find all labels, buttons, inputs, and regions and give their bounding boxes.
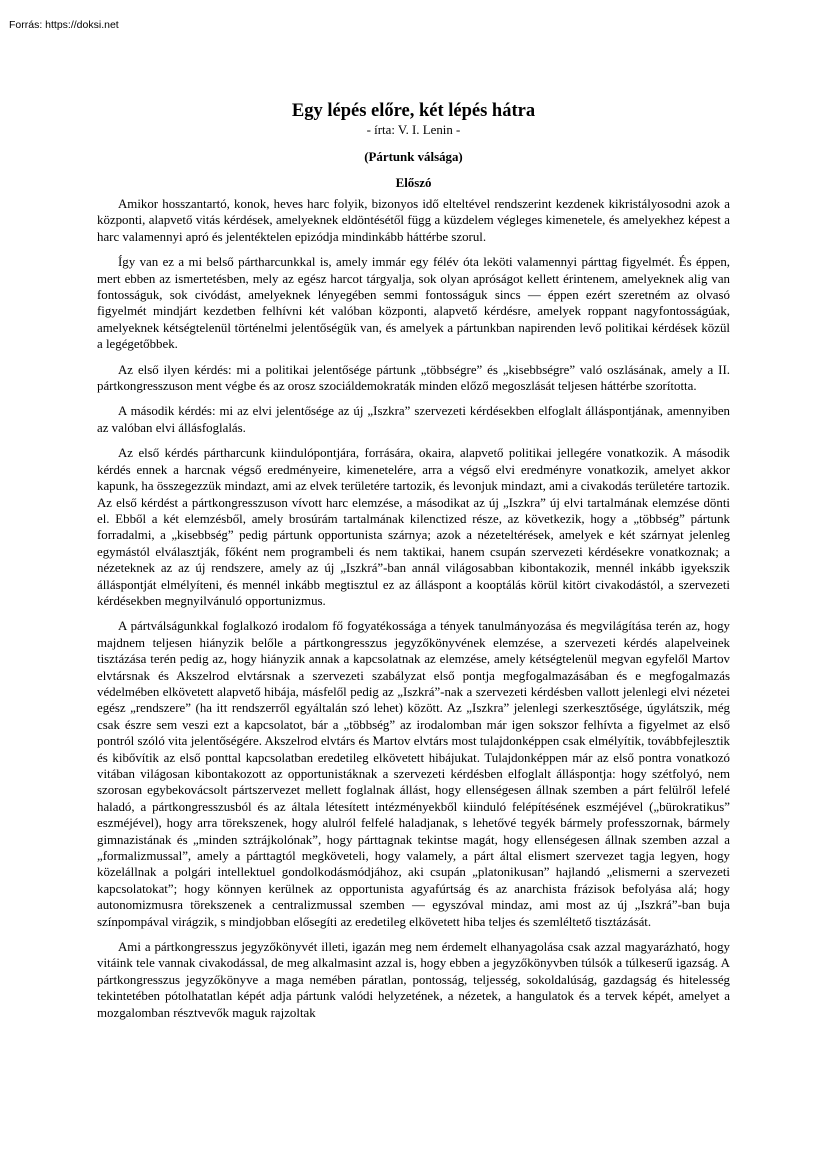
paragraph: A második kérdés: mi az elvi jelentősége az új „Iszkra” szervezeti kérdésekben elfoglalt álláspontjának, amennyiben az valóban elvi állásfoglalás. — [97, 404, 730, 435]
paragraph: Ami a pártkongresszus jegyzőkönyvét illeti, igazán meg nem érdemelt elhanyagolása csak azzal magyarázható, hogy vitáink tele vannak civakodással, de meg alkalmasint azzal is, hogy ebben a jegyzőkönyvben túlsók a túlkeserű igazság. A pártkongresszus jegyzőkönyve a maga nemében páratlan, pontosság, teljesség, sokoldalúság, gazdagság és hitelesség tekintetében pótolhatatlan képét adja pártunk valódi helyzetének, a nézetek, a hangulatok és a tervek képét, amelyet a mozgalomban résztvevők maguk rajzoltak — [97, 940, 730, 1020]
document-subtitle: (Pártunk válsága) — [364, 150, 463, 164]
document-body — [97, 100, 730, 1030]
document-author: - írta: V. I. Lenin - — [366, 123, 461, 137]
source-label: Forrás: https://doksi.net — [9, 19, 119, 31]
paragraph: Az első ilyen kérdés: mi a politikai jelentősége pártunk „többségre” és „kisebbségre” való oszlásának, amely a II. pártkongresszuson ment végbe és az orosz szociáldemokraták minden előző megoszlását teljesen háttérbe szorította. — [97, 362, 730, 394]
document-title: Egy lépés előre, két lépés hátra — [291, 101, 536, 121]
paragraph: A pártválságunkkal foglalkozó irodalom fő fogyatékossága a tények tanulmányozása és megvilágítása terén az, hogy majdnem teljesen hiányzik belőle a pártkongresszus jegyzőkönyvének elemzése, a szervezeti kérdés alapelveinek tisztázása terén pedig az, hogy hiányzik annak a kapcsolatnak az elemzése, amely kétségtelenül megvan egyfelől Martov elvtársnak és Akszelrod elvtársnak a szervezeti szabályzat első pontja megfogalmazásában és e megfogalmazás védelmében elkövetett alapvető hibája, másfelől pedig az „Iszkrá”-nak a szervezeti kérdésben vallott jelenlegi elvi nézetei egész „rendszere” (ha itt rendszerről egyáltalán szó lehet) között. Az „Iszkra” jelenlegi szerkesztősége, úgylátszik, még csak észre sem veszi ezt a kapcsolatot, bár a „többség” az irodalomban már igen sokszor felhívta a figyelmet az első pontról szóló vita jelentőségére. Akszelrod elvtárs és Martov elvtárs most tulajdonképpen csak elmélyítik, továbbfejlesztik és kibővítik az első ponttal kapcsolatban eredetileg elkövetett hibájukat. Tulajdonképpen már az első pontra vonatkozó vitában világosan kibontakozott az opportunistáknak a szervezeti kérdésben elfoglalt álláspontja: hogy szétfolyó, nem szorosan egybekovácsolt pártszervezet mellett foglalnak állást, hogy ellenségesen állnak szemben a párt felülről lefelé haladó, a pártkongresszusból és az általa létesített intézményekből kiinduló felépítésének eszméjével („bürokratikus” eszméjével), hogy arra törekszenek, hogy alulról felfelé haladjanak, s lehetővé tegyék bármely professzornak, bármely gimnazistának és „minden sztrájkolónak”, hogy párttagnak tekintse magát, hogy ellenségesen állnak szemben azzal a „formalizmussal”, amely a párttagtól megköveteli, hogy valamely, a párt által elismert szervezet tagja legyen, hogy közelállnak a polgári intellektuel gondolkodásmódjához, aki csupán „platonikusan” hajlandó „elismerni a szervezeti kapcsolatokat”; hogy könnyen kerülnek az opportunista agyafúrtság és az anarchista frázisok befolyása alá; hogy autonomizmusra törekszenek a centralizmussal szemben — egyszóval mindaz, ami most az új „Iszkrá”-ban buja színpompával virágzik, s mindjobban elősegíti az eredetileg elkövetett hiba teljes és szemléltető tisztázását. — [97, 619, 730, 929]
paragraph: Amikor hosszantartó, konok, heves harc folyik, bizonyos idő elteltével rendszerint kezdenek kikristályosodni azok a központi, alapvető vitás kérdések, amelyeknek eldöntésétől függ a küzdelem végleges kimenetele, és amelyekhez képest a harc valamennyi apró és jelentéktelen epizódja mindinkább háttérbe szorul. — [97, 197, 730, 244]
paragraph: Az első kérdés pártharcunk kiindulópontjára, forrására, okaira, alapvető politikai jellegére vonatkozik. A második kérdés ennek a harcnak végső eredményeire, kimenetelére, arra a végső elvi eredményre vonatkozik, amelyet akkor kapunk, ha összegezzük mindazt, ami az elvek területére tartozik, és levonjuk mindazt, ami a civakodás területére tartozik. Az első kérdést a pártkongresszuson vívott harc elemzése, a másodikat az új „Iszkra” új elvi tartalmának elemzése dönti el. Ebből a két elemzésből, amely brosúrám tartalmának kilenctized része, az következik, hogy a „többség” pártunk forradalmi, a „kisebbség” pedig pártunk opportunista szárnya; azok a nézeteltérések, amelyek e két szárnyat jelenleg egymástól elválasztják, főként nem programbeli és nem taktikai, hanem csupán szervezeti kérdésekre vonatkoznak; a nézeteknek az az új rendszere, amely az új „Iszkrá”-ban annál világosabban kibontakozik, mennél inkább igyekszik álláspontját elmélyíteni, és mennél inkább megtisztul ez az álláspont a kooptálás körül kitört civakodástól, a szervezeti kérdésekben megnyilvánuló opportunizmus. — [97, 446, 730, 608]
paragraph: Így van ez a mi belső pártharcunkkal is, amely immár egy félév óta leköti valamennyi párttag figyelmét. És éppen, mert ebben az ismertetésben, mely az egész harcot tárgyalja, sok olyan apróságot kellett érintenem, amelyeknek alig van fontosságuk, sok civódást, amelyeknek lényegében semmi fontosságuk sincs — éppen ezért szeretném az olvasó figyelmét mindjárt kezdetben felhívni két valóban központi, alapvető kérdésre, amelyek roppant nagyfontosságúak, amelyeknek kétségtelenül történelmi jelentőségük van, és amelyek a pártunkban napirenden levő politikai kérdések közül a legégetőbbek. — [97, 255, 730, 352]
section-heading: Előszó — [395, 176, 432, 190]
